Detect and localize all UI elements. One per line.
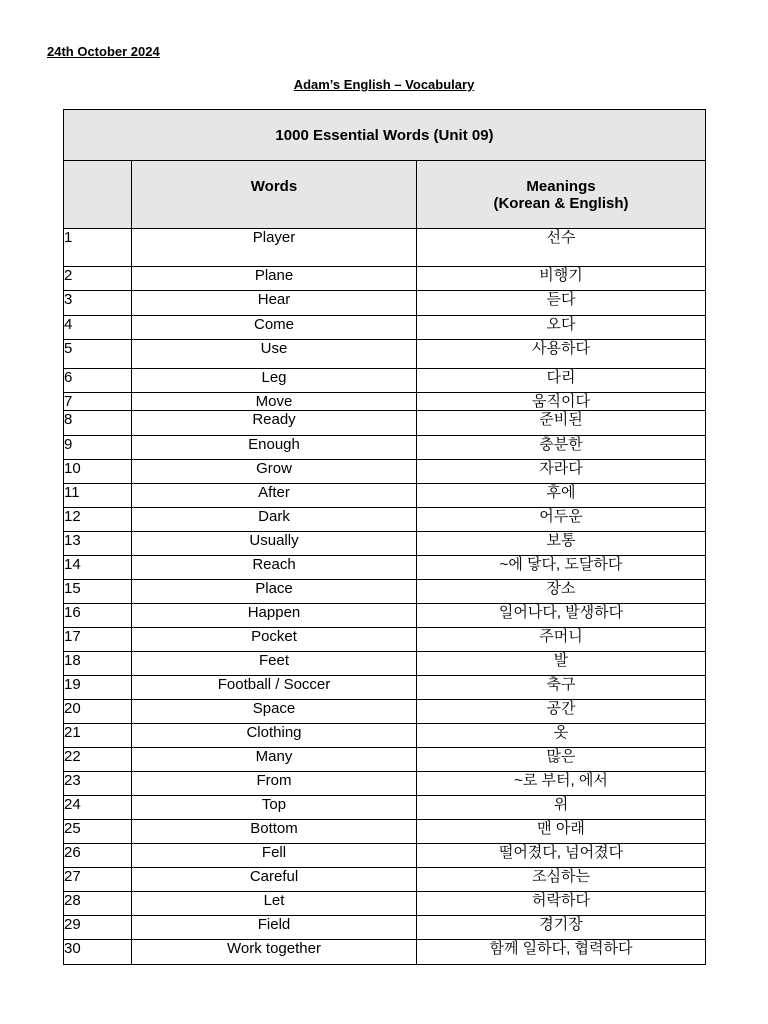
row-word: Enough [132,436,417,460]
table-caption: 1000 Essential Words (Unit 09) [64,110,706,161]
row-number: 13 [64,532,132,556]
row-word: Player [132,229,417,267]
row-word: Leg [132,369,417,393]
table-row [64,844,706,868]
table-header-row [64,161,706,229]
row-meaning: 공간 [417,700,706,724]
row-meaning: 조심하는 [417,868,706,892]
table-row [64,411,706,436]
table-row [64,291,706,316]
row-number: 9 [64,436,132,460]
words-header-label: Words [250,178,298,195]
table-row [64,484,706,508]
row-meaning: 축구 [417,676,706,700]
row-word: Use [132,340,417,369]
row-word: Work together [132,940,417,965]
row-number: 1 [64,229,132,267]
row-number: 10 [64,460,132,484]
row-number: 4 [64,316,132,340]
row-meaning: 허락하다 [417,892,706,916]
document-title: Adam’s English – Vocabulary [293,77,475,92]
row-number: 22 [64,748,132,772]
row-word: From [132,772,417,796]
row-number: 28 [64,892,132,916]
row-word: Field [132,916,417,940]
row-word: Clothing [132,724,417,748]
table-row [64,369,706,393]
row-word: Pocket [132,628,417,652]
row-word: Let [132,892,417,916]
table-row [64,748,706,772]
table-row [64,940,706,965]
row-number: 3 [64,291,132,316]
row-number: 15 [64,580,132,604]
row-number: 5 [64,340,132,369]
row-meaning: 어두운 [417,508,706,532]
table-row [64,676,706,700]
table-row [64,868,706,892]
table-row [64,652,706,676]
row-number: 24 [64,796,132,820]
row-number: 17 [64,628,132,652]
row-word: Hear [132,291,417,316]
row-word: Football / Soccer [132,676,417,700]
row-word: Reach [132,556,417,580]
row-number: 23 [64,772,132,796]
row-meaning: 오다 [417,316,706,340]
row-number: 2 [64,267,132,291]
row-number: 21 [64,724,132,748]
row-number: 8 [64,411,132,436]
table-row [64,316,706,340]
table-row [64,508,706,532]
table-row [64,892,706,916]
row-meaning: ~에 닿다, 도달하다 [417,556,706,580]
row-number: 25 [64,820,132,844]
table-row [64,772,706,796]
table-row [64,532,706,556]
row-meaning: 선수 [417,229,706,267]
table-row [64,820,706,844]
table-row [64,556,706,580]
row-word: Happen [132,604,417,628]
row-word: Usually [132,532,417,556]
row-word: Place [132,580,417,604]
table-row [64,796,706,820]
row-meaning: 옷 [417,724,706,748]
row-meaning: 비행기 [417,267,706,291]
table-row [64,580,706,604]
table-row [64,436,706,460]
row-number: 7 [64,393,132,411]
row-meaning: 듣다 [417,291,706,316]
table-row [64,724,706,748]
row-meaning: 떨어졌다, 넘어졌다 [417,844,706,868]
vocabulary-body [64,229,706,965]
row-number: 16 [64,604,132,628]
row-meaning: 준비된 [417,411,706,436]
row-number: 12 [64,508,132,532]
row-meaning: 위 [417,796,706,820]
row-meaning: 충분한 [417,436,706,460]
row-word: Dark [132,508,417,532]
row-number: 26 [64,844,132,868]
row-word: Come [132,316,417,340]
row-number: 27 [64,868,132,892]
row-number: 11 [64,484,132,508]
row-number: 6 [64,369,132,393]
table-row [64,916,706,940]
row-meaning: 주머니 [417,628,706,652]
row-meaning: 움직이다 [417,393,706,411]
row-meaning: 경기장 [417,916,706,940]
row-number: 18 [64,652,132,676]
row-word: Ready [132,411,417,436]
row-meaning: 다리 [417,369,706,393]
table-row [64,604,706,628]
row-word: Careful [132,868,417,892]
row-meaning: 장소 [417,580,706,604]
row-word: Fell [132,844,417,868]
row-word: Feet [132,652,417,676]
table-row [64,267,706,291]
table-caption-row [64,110,706,161]
table-row [64,700,706,724]
words-column-header [132,161,417,229]
meanings-header-label [417,161,705,212]
row-meaning: 함께 일하다, 협력하다 [417,940,706,965]
row-word: Plane [132,267,417,291]
row-number: 30 [64,940,132,965]
row-meaning: 일어나다, 발생하다 [417,604,706,628]
meanings-column-header [417,161,706,229]
row-word: Space [132,700,417,724]
row-word: Many [132,748,417,772]
row-meaning: ~로 부터, 에서 [417,772,706,796]
row-meaning: 자라다 [417,460,706,484]
table-row [64,340,706,369]
row-meaning: 많은 [417,748,706,772]
row-meaning: 보통 [417,532,706,556]
table-row [64,393,706,411]
table-row [64,229,706,267]
row-word: Move [132,393,417,411]
row-meaning: 후에 [417,484,706,508]
row-word: Top [132,796,417,820]
row-number: 20 [64,700,132,724]
meanings-header-line2: (Korean & English) [493,195,629,212]
row-number: 14 [64,556,132,580]
row-meaning: 사용하다 [417,340,706,369]
row-number: 29 [64,916,132,940]
number-column-header [64,161,132,229]
document-date: 24th October 2024 [47,44,160,59]
table-row [64,460,706,484]
table-row [64,628,706,652]
row-number: 19 [64,676,132,700]
row-word: After [132,484,417,508]
row-meaning: 발 [417,652,706,676]
meanings-header-line1: Meanings [526,178,596,195]
row-word: Bottom [132,820,417,844]
row-word: Grow [132,460,417,484]
vocabulary-table [63,109,706,965]
row-meaning: 맨 아래 [417,820,706,844]
